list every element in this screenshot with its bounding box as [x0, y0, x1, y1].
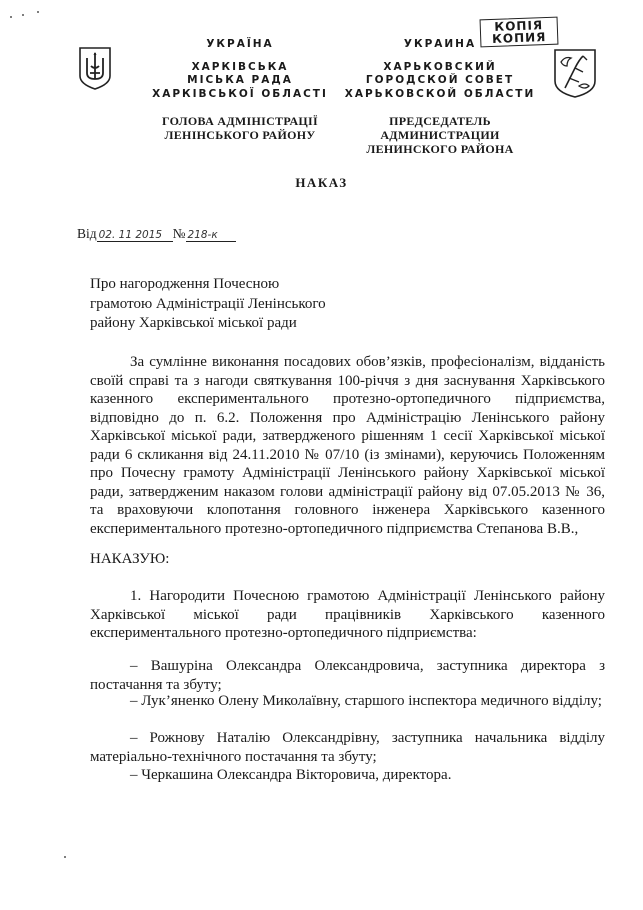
- stamp-line-2: КОПИЯ: [491, 30, 547, 46]
- council-line: ХАРЬКОВСКОЙ ОБЛАСТИ: [344, 87, 536, 100]
- subject-line: грамотою Адміністрації Ленінського: [90, 295, 326, 312]
- main-paragraph: За сумлінне виконання посадових обов’язків, професіоналізм, відданість своїй справі та з нагоди святкування 100-річчя з дня заснування Харківського казенного експериментального протезно-ортопедичного підприємства, відповідно до п. 6.2. Положення про Адміністрацію Ленінського району Харківської міської ради, затвердженого рішенням 1 сесії Харківської міської ради 6 скликання від 24.11.2010 № 07/10 (із змінами), керуючись Положенням про Почесну грамоту Адміністрації Ленінського району Харківської міської ради, затвердженим наказом голови адміністрації району від 07.05.2013 № 36, та враховуючи клопотання головного інженера Харківського казенного експериментального протезно-ортопедичного підприємства Степанова В.В.,: [90, 354, 605, 537]
- head-title-line: ЛЕНІНСЬКОГО РАЙОНУ: [164, 128, 316, 142]
- subject-line: району Харківської міської ради: [90, 315, 297, 331]
- head-title-line: ПРЕДСЕДАТЕЛЬ АДМИНИСТРАЦИИ: [380, 114, 500, 142]
- awardee-item: – Рожнову Наталію Олександрівну, заступника начальника відділу матеріально-технічного постачання та збуту;: [90, 730, 605, 765]
- document-title: НАКАЗ: [295, 175, 348, 190]
- council-line: ХАРКІВСЬКА: [191, 60, 289, 73]
- number-value: 218-к: [186, 229, 236, 242]
- header-left: [140, 38, 340, 142]
- scan-speck: [22, 14, 24, 16]
- awardee-item: – Лук’яненко Олену Миколаївну, старшого інспектора медичного відділу;: [130, 693, 602, 709]
- date-label: Від: [77, 226, 97, 241]
- council-line: ХАРКІВСЬКОЇ ОБЛАСТІ: [152, 87, 328, 100]
- council-line: ГОРОДСКОЙ СОВЕТ: [365, 74, 515, 86]
- council-line: МІСЬКА РАДА: [187, 74, 293, 86]
- number-label: №: [172, 226, 186, 241]
- council-line: ХАРЬКОВСКИЙ: [383, 60, 497, 73]
- country-ua: УКРАЇНА: [206, 38, 274, 50]
- head-title-line: ЛЕНИНСКОГО РАЙОНА: [366, 142, 514, 156]
- trident-emblem-icon: [78, 46, 112, 90]
- date-number-line: [77, 226, 236, 242]
- kharkiv-coat-of-arms-icon: [553, 48, 597, 98]
- order-word: НАКАЗУЮ:: [90, 551, 170, 567]
- country-ru: УКРАИНА: [403, 38, 477, 50]
- subject-block: [90, 275, 370, 334]
- date-value: 02. 11 2015: [97, 229, 173, 242]
- awardee-item: – Вашуріна Олександра Олександровича, заступника директора з постачання та збуту;: [90, 658, 605, 693]
- subject-line: Про нагородження Почесною: [90, 276, 280, 292]
- order-item-1: 1. Нагородити Почесною грамотою Адміністрації Ленінського району Харківської міської ради працівників Харківського казенного експериментального протезно-ортопедичного підприємства:: [90, 588, 605, 641]
- scan-speck: [10, 16, 12, 18]
- awardee-item: – Черкашина Олександра Вікторовича, директора.: [130, 767, 452, 783]
- scan-speck: [64, 856, 66, 858]
- head-title-line: ГОЛОВА АДМІНІСТРАЦІЇ: [162, 114, 318, 128]
- header-right: [330, 38, 550, 156]
- stamp-line-1: КОПІЯ: [494, 18, 544, 34]
- scan-speck: [37, 11, 39, 13]
